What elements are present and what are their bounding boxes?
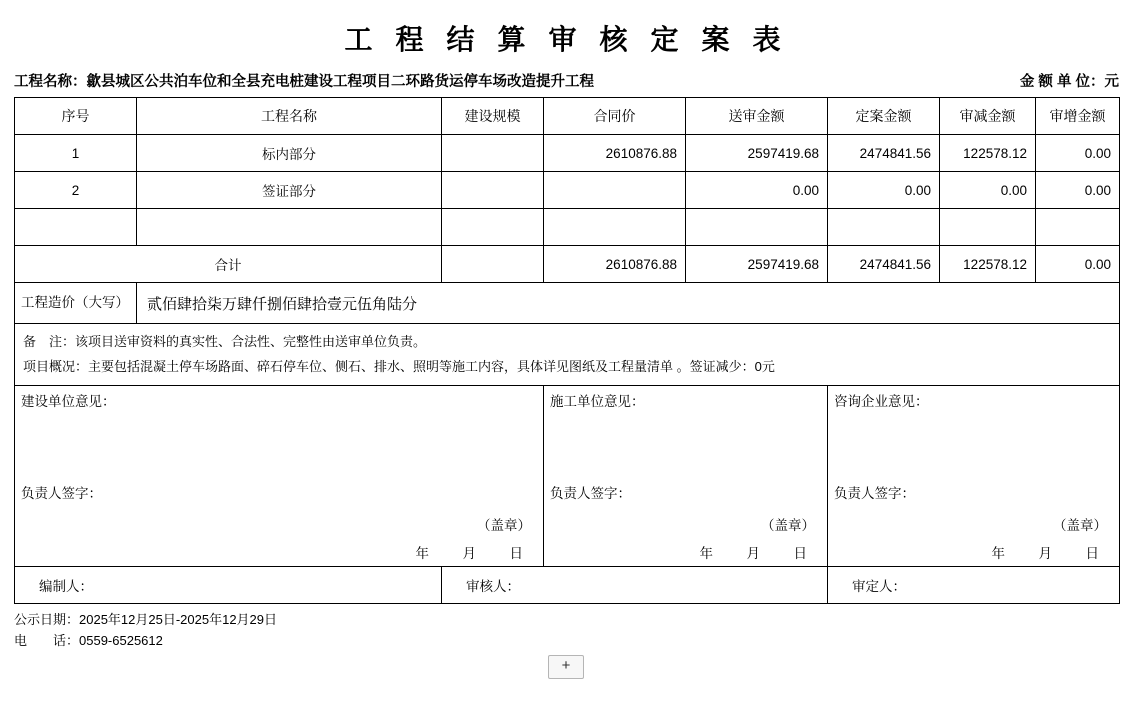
cell-contract: 2610876.88	[544, 135, 686, 172]
total-contract: 2610876.88	[544, 246, 686, 283]
signature-date-label: 年 月 日	[699, 546, 817, 562]
notes-cell	[15, 324, 1120, 386]
total-increased: 0.00	[1036, 246, 1120, 283]
signature-title: 咨询企业意见：	[834, 394, 929, 410]
total-label: 合计	[15, 246, 442, 283]
signature-title: 施工单位意见：	[550, 394, 645, 410]
cost-in-words-label: 工程造价（大写）	[15, 283, 137, 324]
signature-stamp-label: （盖章）	[477, 518, 531, 534]
column-header-increased: 审增金额	[1036, 98, 1120, 135]
cell-settled: 2474841.56	[828, 135, 940, 172]
footer-field-approver: 审定人：	[828, 567, 1120, 604]
signature-row	[15, 386, 1120, 567]
column-header-contract: 合同价	[544, 98, 686, 135]
cell-no: 2	[15, 172, 137, 209]
cell-increased: 0.00	[1036, 172, 1120, 209]
cell-increased	[1036, 209, 1120, 246]
cell-settled: 0.00	[828, 172, 940, 209]
cell-contract	[544, 209, 686, 246]
project-header	[0, 70, 1133, 97]
column-header-settled: 定案金额	[828, 98, 940, 135]
signature-block-contractor	[544, 386, 828, 567]
cell-reduced: 0.00	[940, 172, 1036, 209]
column-header-submitted: 送审金额	[686, 98, 828, 135]
table-row	[15, 209, 1120, 246]
cell-submitted: 2597419.68	[686, 135, 828, 172]
cost-in-words-value: 贰佰肆拾柒万肆仟捌佰肆拾壹元伍角陆分	[137, 283, 1120, 324]
project-name-value: 歙县城区公共泊车位和全县充电桩建设工程项目二环路货运停车场改造提升工程	[86, 74, 594, 90]
signature-title: 建设单位意见：	[21, 394, 116, 410]
signature-person-label: 负责人签字：	[21, 486, 102, 502]
cell-reduced	[940, 209, 1036, 246]
settlement-table	[14, 97, 1120, 604]
signature-date-label: 年 月 日	[415, 546, 533, 562]
contact-phone: 电 话：0559-6525612	[14, 633, 163, 649]
cell-contract	[544, 172, 686, 209]
footer-signoff-row	[15, 567, 1120, 604]
project-name-label: 工程名称：	[14, 74, 87, 90]
cell-increased: 0.00	[1036, 135, 1120, 172]
total-reduced: 122578.12	[940, 246, 1036, 283]
cell-name	[137, 209, 442, 246]
cell-scale	[442, 172, 544, 209]
cell-reduced: 122578.12	[940, 135, 1036, 172]
cost-in-words-row	[15, 283, 1120, 324]
note-line-2: 项目概况：主要包括混凝土停车场路面、碎石停车位、侧石、排水、照明等施工内容，具体详见图纸及工程量清单 。签证减少：0元	[23, 358, 775, 374]
cell-name: 签证部分	[137, 172, 442, 209]
total-scale	[442, 246, 544, 283]
footer-field-reviewer: 审核人：	[442, 567, 828, 604]
table-row	[15, 172, 1120, 209]
signature-block-construction-unit	[15, 386, 544, 567]
cell-name: 标内部分	[137, 135, 442, 172]
page-title: 工 程 结 算 审 核 定 案 表	[344, 25, 789, 56]
signature-person-label: 负责人签字：	[550, 486, 631, 502]
signature-stamp-label: （盖章）	[761, 518, 815, 534]
signature-person-label: 负责人签字：	[834, 486, 915, 502]
bottom-info	[0, 604, 1133, 652]
table-total-row	[15, 246, 1120, 283]
cell-no: 1	[15, 135, 137, 172]
signature-block-consultant	[828, 386, 1120, 567]
column-header-reduced: 审减金额	[940, 98, 1036, 135]
add-button[interactable]: +	[548, 655, 584, 679]
amount-unit-label: 金 额 单 位：元	[1019, 74, 1119, 90]
signature-stamp-label: （盖章）	[1053, 518, 1107, 534]
cell-settled	[828, 209, 940, 246]
cell-scale	[442, 209, 544, 246]
signature-date-label: 年 月 日	[991, 546, 1109, 562]
cell-scale	[442, 135, 544, 172]
cell-submitted	[686, 209, 828, 246]
publish-date: 公示日期：2025年12月25日-2025年12月29日	[14, 612, 278, 628]
cell-submitted: 0.00	[686, 172, 828, 209]
notes-row	[15, 324, 1120, 386]
note-line-1: 备 注：该项目送审资料的真实性、合法性、完整性由送审单位负责。	[23, 334, 427, 349]
total-submitted: 2597419.68	[686, 246, 828, 283]
column-header-scale: 建设规模	[442, 98, 544, 135]
footer-field-preparer: 编制人：	[15, 567, 442, 604]
column-header-name: 工程名称	[137, 98, 442, 135]
column-header-no: 序号	[15, 98, 137, 135]
total-settled: 2474841.56	[828, 246, 940, 283]
table-header-row	[15, 98, 1120, 135]
cell-no	[15, 209, 137, 246]
table-row	[15, 135, 1120, 172]
